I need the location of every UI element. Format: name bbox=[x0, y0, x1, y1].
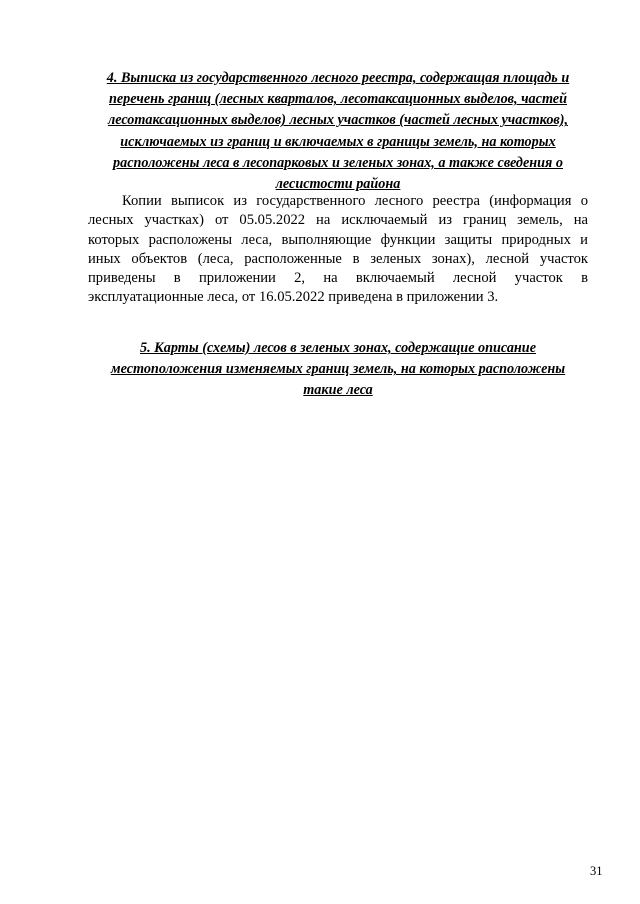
heading-line: такие леса bbox=[303, 382, 373, 399]
section-4-paragraph bbox=[88, 192, 588, 308]
heading-line: исключаемых из границ и включаемых в границы земель, на которых bbox=[120, 133, 556, 150]
paragraph-line: лесных участках) от 05.05.2022 на исключаемый из границ земель, на bbox=[88, 212, 588, 229]
heading-line: расположены леса в лесопарковых и зеленых зонах, а также сведения о bbox=[113, 154, 563, 171]
heading-line: местоположения изменяемых границ земель, на которых расположены bbox=[110, 361, 566, 378]
heading-line: лесотаксационных выделов) лесных участков (частей лесных участков), bbox=[107, 112, 569, 129]
heading-line: 5. Карты (схемы) лесов в зеленых зонах, содержащие описание bbox=[139, 340, 536, 356]
page-number: 31 bbox=[590, 864, 603, 878]
paragraph-line: эксплуатационные леса, от 16.05.2022 приведена в приложении 3. bbox=[88, 289, 499, 306]
paragraph-line: иных объектов (леса, расположенные в зеленых зонах), лесной участок bbox=[88, 250, 588, 267]
section-4-heading bbox=[88, 68, 588, 195]
paragraph-line: Копии выписок из государственного лесного реестра (информация о bbox=[122, 193, 588, 209]
heading-line: лесистости района bbox=[275, 176, 401, 193]
paragraph-line: которых расположены леса, выполняющие функции защиты природных и bbox=[88, 231, 588, 248]
paragraph-line: приведены в приложении 2, на включаемый лесной участок в bbox=[88, 270, 588, 287]
section-5-heading bbox=[88, 338, 588, 402]
heading-line: перечень границ (лесных кварталов, лесотаксационных выделов, частей bbox=[108, 91, 567, 108]
heading-line: 4. Выписка из государственного лесного реестра, содержащая площадь и bbox=[106, 70, 570, 86]
